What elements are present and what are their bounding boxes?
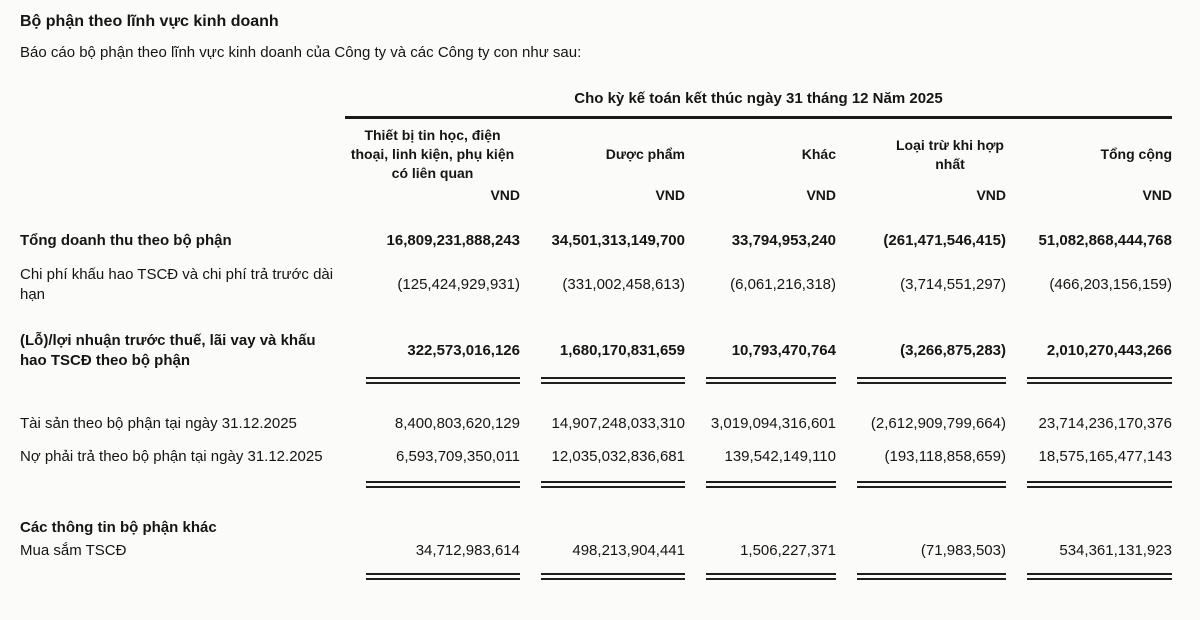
column-header-elimination: Loại trừ khi hợp nhất xyxy=(896,136,1004,172)
table-row-depreciation xyxy=(20,265,1172,305)
period-header-row xyxy=(20,89,1172,119)
double-rule-row xyxy=(20,481,1172,488)
column-header-total: Tổng cộng xyxy=(1100,146,1172,162)
cell-value: 498,213,904,441 xyxy=(572,542,685,559)
column-header-other: Khác xyxy=(801,146,836,162)
cell-value: 322,573,016,126 xyxy=(407,342,520,359)
double-rule xyxy=(1027,573,1172,580)
unit-label: VND xyxy=(976,187,1006,203)
cell-value: 6,593,709,350,011 xyxy=(395,448,520,465)
period-header: Cho kỳ kế toán kết thúc ngày 31 tháng 12 Năm 2025 xyxy=(345,89,1172,119)
double-rule xyxy=(366,573,520,580)
double-rule xyxy=(706,573,836,580)
row-label: Chi phí khấu hao TSCĐ và chi phí trả trước dài hạn xyxy=(20,266,334,303)
cell-value: 3,019,094,316,601 xyxy=(710,415,836,432)
cell-value: (6,061,216,318) xyxy=(730,276,836,293)
column-header-row xyxy=(20,119,1172,183)
column-header-it-equipment: Thiết bị tin học, điện thoại, linh kiện, phụ kiện có liên quan xyxy=(350,127,515,181)
double-rule xyxy=(541,481,685,488)
cell-value: (2,612,909,799,664) xyxy=(870,415,1006,432)
row-label: (Lỗ)/lợi nhuận trước thuế, lãi vay và khấu hao TSCĐ theo bộ phận xyxy=(20,332,316,369)
section-header-row xyxy=(20,518,1172,538)
double-rule xyxy=(857,377,1006,384)
cell-value: 33,794,953,240 xyxy=(731,232,836,249)
double-rule xyxy=(1027,377,1172,384)
cell-value: 34,712,983,614 xyxy=(415,542,520,559)
double-rule-row xyxy=(20,377,1172,384)
double-rule xyxy=(857,481,1006,488)
cell-value: (3,266,875,283) xyxy=(900,342,1006,359)
unit-label: VND xyxy=(806,187,836,203)
page-subtitle: Báo cáo bộ phận theo lĩnh vực kinh doanh của Công ty và các Công ty con như sau: xyxy=(20,44,582,61)
unit-label: VND xyxy=(490,187,520,203)
double-rule xyxy=(541,377,685,384)
page-title: Bộ phận theo lĩnh vực kinh doanh xyxy=(20,13,279,30)
cell-value: 534,361,131,923 xyxy=(1059,542,1172,559)
double-rule xyxy=(706,481,836,488)
row-label: Nợ phải trả theo bộ phận tại ngày 31.12.2025 xyxy=(20,448,323,465)
double-rule xyxy=(366,377,520,384)
cell-value: 10,793,470,764 xyxy=(731,342,836,359)
section-header: Các thông tin bộ phận khác xyxy=(20,519,217,536)
row-label: Mua sắm TSCĐ xyxy=(20,542,127,559)
row-label: Tài sản theo bộ phận tại ngày 31.12.2025 xyxy=(20,415,297,432)
double-rule xyxy=(1027,481,1172,488)
cell-value: 16,809,231,888,243 xyxy=(386,232,520,249)
column-header-pharma: Dược phẩm xyxy=(605,146,685,162)
cell-value: 34,501,313,149,700 xyxy=(551,232,685,249)
table-row-capex xyxy=(20,541,1172,561)
cell-value: 51,082,868,444,768 xyxy=(1038,232,1172,249)
table-row-ebitda xyxy=(20,331,1172,371)
unit-label: VND xyxy=(655,187,685,203)
unit-label: VND xyxy=(1142,187,1172,203)
cell-value: 8,400,803,620,129 xyxy=(394,415,520,432)
cell-value: (193,118,858,659) xyxy=(884,448,1006,465)
cell-value: (331,002,458,613) xyxy=(562,276,685,293)
cell-value: (261,471,546,415) xyxy=(883,232,1006,249)
cell-value: (3,714,551,297) xyxy=(900,276,1006,293)
row-label: Tổng doanh thu theo bộ phận xyxy=(20,232,232,249)
double-rule xyxy=(857,573,1006,580)
cell-value: 18,575,165,477,143 xyxy=(1038,448,1172,465)
unit-row xyxy=(20,186,1172,205)
cell-value: 23,714,236,170,376 xyxy=(1038,415,1172,432)
cell-value: 12,035,032,836,681 xyxy=(551,448,685,465)
double-rule-row xyxy=(20,573,1172,580)
double-rule xyxy=(366,481,520,488)
cell-value: 1,680,170,831,659 xyxy=(559,342,685,359)
cell-value: 139,542,149,110 xyxy=(724,448,836,465)
cell-value: (466,203,156,159) xyxy=(1049,276,1172,293)
table-row-liabilities xyxy=(20,447,1172,467)
cell-value: 2,010,270,443,266 xyxy=(1046,342,1172,359)
cell-value: (125,424,929,931) xyxy=(397,276,520,293)
cell-value: 14,907,248,033,310 xyxy=(551,415,685,432)
double-rule xyxy=(706,377,836,384)
segment-table xyxy=(20,89,1172,580)
cell-value: 1,506,227,371 xyxy=(740,542,836,559)
cell-value: (71,983,503) xyxy=(920,542,1006,559)
table-row-assets xyxy=(20,414,1172,434)
table-row-revenue xyxy=(20,231,1172,251)
double-rule xyxy=(541,573,685,580)
